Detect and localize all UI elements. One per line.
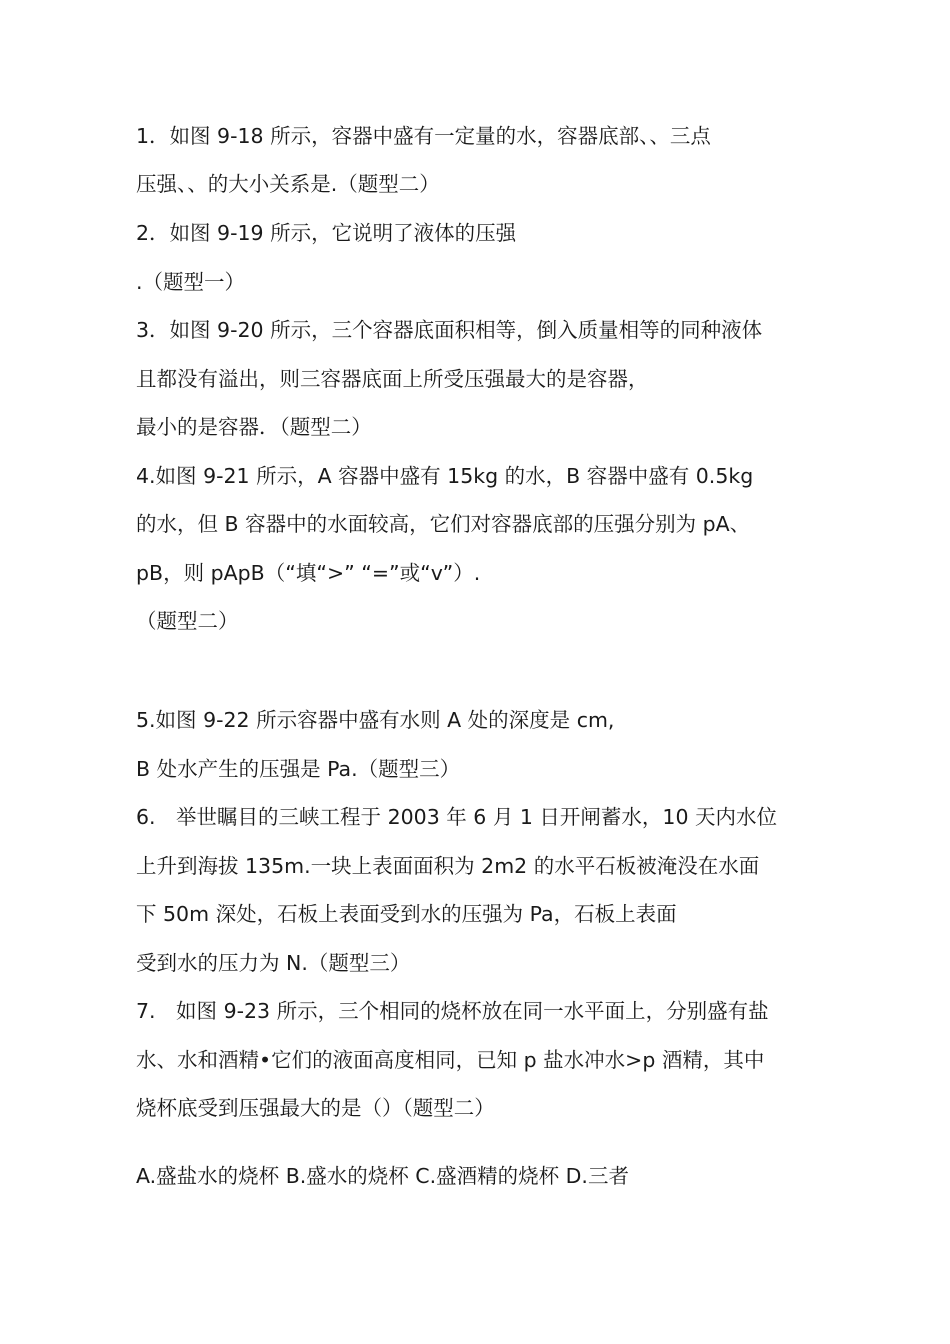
- q7-line-1: 7. 如图 9-23 所示，三个相同的烧杯放在同一水平面上，分别盛有盐: [136, 999, 769, 1023]
- q4-line-1: 4.如图 9-21 所示，A 容器中盛有 15kg 的水，B 容器中盛有 0.5kg: [136, 464, 754, 488]
- q4-line-2: 的水，但 B 容器中的水面较高，它们对容器底部的压强分别为 pA、: [136, 512, 751, 536]
- q1-line-2: 压强、、的大小关系是.（题型二）: [136, 172, 440, 196]
- q4-line-3: pB，则 pApB（“填“>” “=”或“v”）.: [136, 561, 481, 585]
- q4-line-4: （题型二）: [136, 609, 239, 633]
- q7-line-2: 水、水和酒精•它们的液面高度相同，已知 p 盐水冲水>p 酒精，其中: [136, 1048, 765, 1072]
- q3-line-1: 3．如图 9-20 所示，三个容器底面积相等，倒入质量相等的同种液体: [136, 318, 763, 342]
- q5-line-1: 5.如图 9-22 所示容器中盛有水则 A 处的深度是 cm,: [136, 708, 615, 732]
- q6-line-4: 受到水的压力为 N.（题型三）: [136, 951, 411, 975]
- q5-line-2: B 处水产生的压强是 Pa.（题型三）: [136, 757, 461, 781]
- q3-line-2: 且都没有溢出，则三容器底面上所受压强最大的是容器，: [136, 367, 649, 391]
- q2-line-1: 2．如图 9-19 所示，它说明了液体的压强: [136, 221, 517, 245]
- q1-line-1: 1．如图 9-18 所示，容器中盛有一定量的水，容器底部、、三点: [136, 124, 711, 148]
- q2-line-2: .（题型一）: [136, 270, 246, 294]
- q6-line-1: 6. 举世瞩目的三峡工程于 2003 年 6 月 1 日开闸蓄水，10 天内水位: [136, 805, 778, 829]
- q7-line-3: 烧杯底受到压强最大的是（）（题型二）: [136, 1096, 495, 1120]
- q3-line-3: 最小的是容器．（题型二）: [136, 415, 372, 439]
- q6-line-2: 上升到海拔 135m.一块上表面面积为 2m2 的水平石板被淹没在水面: [136, 854, 760, 878]
- q6-line-3: 下 50m 深处，石板上表面受到水的压强为 Pa，石板上表面: [136, 902, 677, 926]
- q7-options: A.盛盐水的烧杯 B.盛水的烧杯 C.盛酒精的烧杯 D.三者: [136, 1164, 629, 1188]
